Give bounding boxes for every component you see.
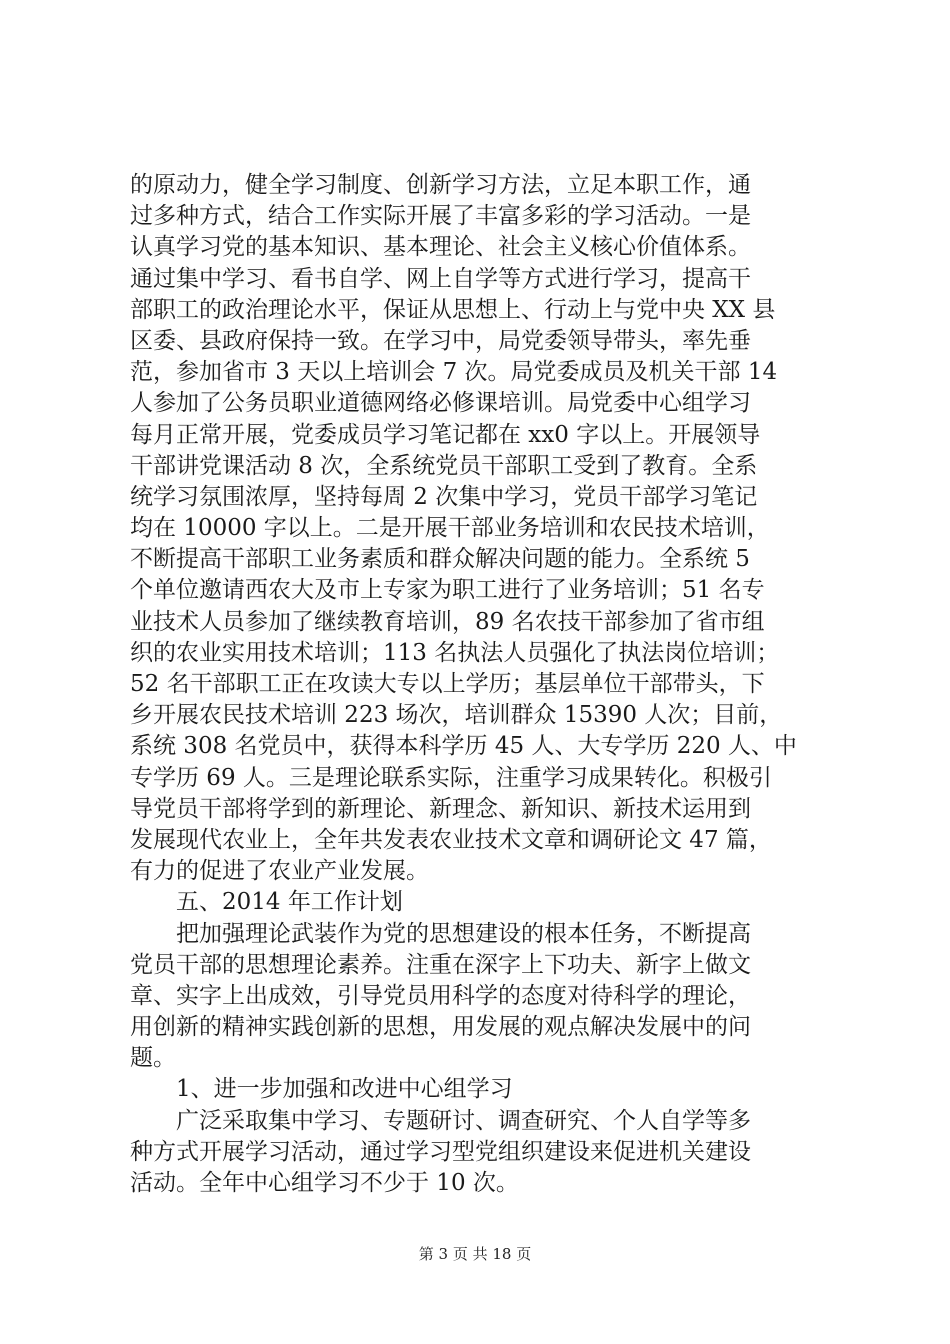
text-line: 业技术人员参加了继续教育培训，89 名农技干部参加了省市组 [130, 608, 765, 635]
text-line: 干部讲党课活动 8 次，全系统党员干部职工受到了教育。全系 [130, 452, 758, 479]
text-line: 个单位邀请西农大及市上专家为职工进行了业务培训；51 名专 [130, 577, 765, 604]
text-line: 不断提高干部职工业务素质和群众解决问题的能力。全系统 5 [130, 546, 750, 573]
text-line: 种方式开展学习活动，通过学习型党组织建设来促进机关建设 [130, 1138, 751, 1165]
text-line: 有力的促进了农业产业发展。 [130, 858, 429, 885]
text-line: 认真学习党的基本知识、基本理论、社会主义核心价值体系。 [130, 234, 751, 261]
text-line: 均在 10000 字以上。二是开展干部业务培训和农民技术培训， [130, 515, 770, 542]
text-line: 的原动力，健全学习制度、创新学习方法，立足本职工作，通 [130, 172, 751, 198]
paragraph-work-plan [130, 919, 850, 1075]
text-line: 专学历 69 人。三是理论联系实际，注重学习成果转化。积极引 [130, 764, 772, 791]
text-line: 每月正常开展，党委成员学习笔记都在 xx0 字以上。开展领导 [130, 421, 761, 448]
text-line: 党员干部的思想理论素养。注重在深字上下功夫、新字上做文 [130, 951, 751, 978]
text-line: 乡开展农民技术培训 223 场次，培训群众 15390 人次；目前， [130, 702, 783, 729]
text-line: 发展现代农业上，全年共发表农业技术文章和调研论文 47 篇， [130, 826, 772, 853]
paragraph-study-activities [130, 170, 850, 887]
section-heading-work-plan [130, 887, 850, 918]
text-line: 活动。全年中心组学习不少于 10 次。 [130, 1170, 519, 1196]
text-line: 通过集中学习、看书自学、网上自学等方式进行学习，提高干 [130, 265, 751, 292]
text-line: 过多种方式，结合工作实际开展了丰富多彩的学习活动。一是 [130, 203, 751, 230]
text-line: 区委、县政府保持一致。在学习中，局党委领导带头，率先垂 [130, 327, 751, 354]
text-line: 广泛采取集中学习、专题研讨、调查研究、个人自学等多 [176, 1107, 751, 1134]
text-line: 统学习氛围浓厚，坚持每周 2 次集中学习，党员干部学习笔记 [130, 483, 758, 510]
text-line: 系统 308 名党员中，获得本科学历 45 人、大专学历 220 人、中 [130, 733, 797, 760]
page-number-footer: 第 3 页 共 18 页 [418, 1245, 532, 1263]
heading-text: 1、进一步加强和改进中心组学习 [176, 1076, 513, 1103]
text-line: 题。 [130, 1045, 176, 1072]
text-line: 用创新的精神实践创新的思想，用发展的观点解决发展中的问 [130, 1014, 751, 1041]
text-line: 人参加了公务员职业道德网络必修课培训。局党委中心组学习 [130, 390, 751, 417]
text-line: 导党员干部将学到的新理论、新理念、新知识、新技术运用到 [130, 795, 751, 822]
subheading-central-group-study [130, 1074, 850, 1105]
paragraph-central-group-study [130, 1106, 850, 1200]
text-line: 织的农业实用技术培训；113 名执法人员强化了执法岗位培训； [130, 639, 780, 666]
text-line: 52 名干部职工正在攻读大专以上学历；基层单位干部带头，下 [130, 671, 765, 697]
text-line: 部职工的政治理论水平，保证从思想上、行动上与党中央 XX 县 [130, 296, 776, 323]
document-body [130, 170, 850, 1199]
text-line: 范，参加省市 3 天以上培训会 7 次。局党委成员及机关干部 14 [130, 359, 778, 386]
heading-text: 五、2014 年工作计划 [176, 889, 403, 916]
text-line: 把加强理论武装作为党的思想建设的根本任务，不断提高 [176, 920, 751, 947]
text-line: 章、实字上出成效，引导党员用科学的态度对待科学的理论， [130, 982, 751, 1009]
